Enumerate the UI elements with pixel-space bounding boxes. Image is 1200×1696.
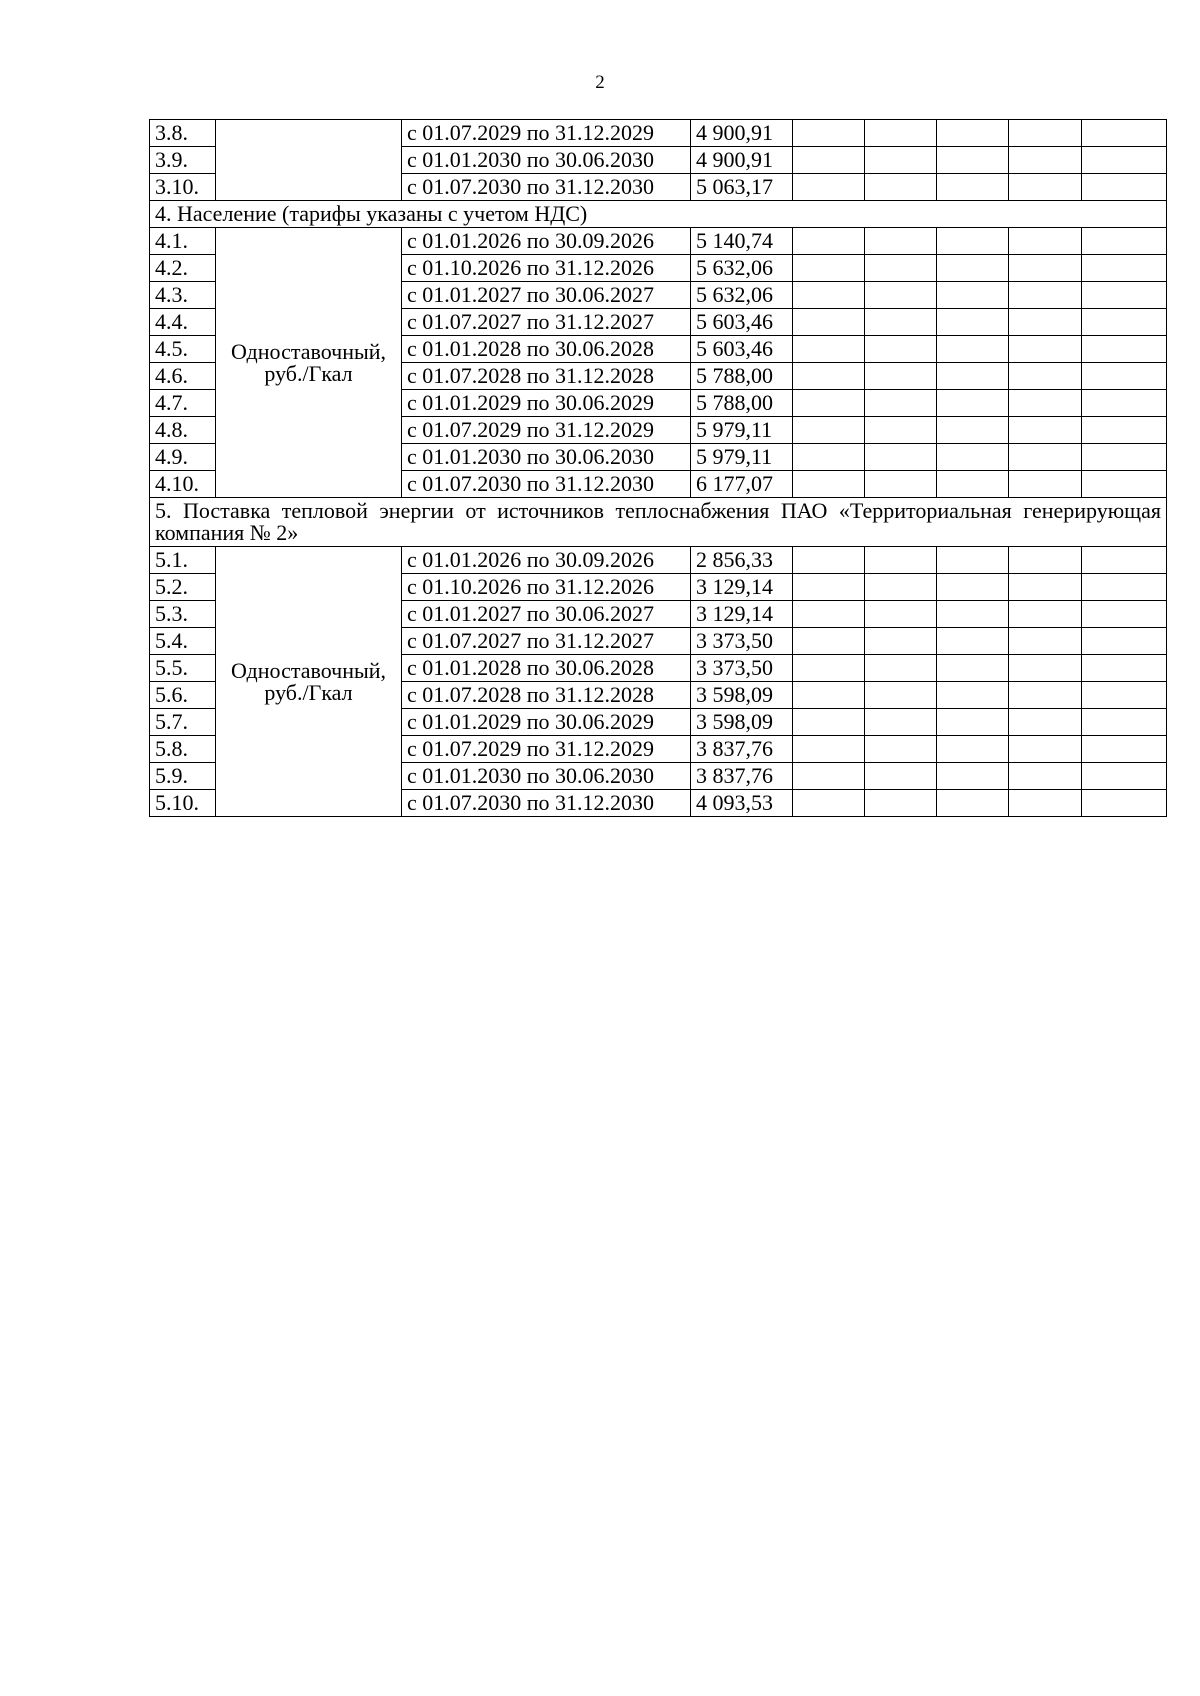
row-number: 3.10. — [150, 174, 216, 201]
empty-cell — [937, 309, 1009, 336]
empty-cell — [1082, 309, 1167, 336]
empty-cell — [1082, 147, 1167, 174]
row-number: 5.7. — [150, 709, 216, 736]
tariff-value: 5 140,74 — [691, 228, 793, 255]
empty-cell — [937, 601, 1009, 628]
empty-cell — [865, 390, 937, 417]
empty-cell — [865, 363, 937, 390]
empty-cell — [937, 255, 1009, 282]
empty-cell — [865, 709, 937, 736]
section-title: 5. Поставка тепловой энергии от источников теплоснабжения ПАО «Территориальная генерирующая компания № 2» — [150, 498, 1167, 547]
tariff-value: 6 177,07 — [691, 471, 793, 498]
empty-cell — [793, 174, 865, 201]
tariff-value: 5 788,00 — [691, 363, 793, 390]
period-cell: с 01.01.2030 по 30.06.2030 — [402, 147, 691, 174]
empty-cell — [1009, 363, 1082, 390]
empty-cell — [937, 444, 1009, 471]
empty-cell — [865, 682, 937, 709]
row-number: 5.10. — [150, 790, 216, 817]
empty-cell — [865, 120, 937, 147]
period-cell: с 01.01.2028 по 30.06.2028 — [402, 336, 691, 363]
tariff-value: 4 900,91 — [691, 147, 793, 174]
empty-cell — [1009, 336, 1082, 363]
period-cell: с 01.01.2026 по 30.09.2026 — [402, 547, 691, 574]
empty-cell — [1082, 547, 1167, 574]
empty-cell — [1082, 763, 1167, 790]
tariff-value: 5 788,00 — [691, 390, 793, 417]
empty-cell — [937, 736, 1009, 763]
row-number: 4.9. — [150, 444, 216, 471]
empty-cell — [793, 363, 865, 390]
empty-cell — [1009, 547, 1082, 574]
empty-cell — [937, 763, 1009, 790]
empty-cell — [865, 174, 937, 201]
empty-cell — [1082, 390, 1167, 417]
period-cell: с 01.10.2026 по 31.12.2026 — [402, 574, 691, 601]
empty-cell — [793, 628, 865, 655]
empty-cell — [793, 709, 865, 736]
period-cell: с 01.01.2029 по 30.06.2029 — [402, 390, 691, 417]
empty-cell — [1082, 282, 1167, 309]
empty-cell — [865, 282, 937, 309]
period-cell: с 01.01.2028 по 30.06.2028 — [402, 655, 691, 682]
empty-cell — [937, 471, 1009, 498]
row-number: 5.4. — [150, 628, 216, 655]
empty-cell — [1082, 655, 1167, 682]
tariff-value: 3 129,14 — [691, 574, 793, 601]
tariff-value: 5 979,11 — [691, 417, 793, 444]
tariff-table — [149, 119, 1167, 817]
tariff-value: 2 856,33 — [691, 547, 793, 574]
empty-cell — [865, 628, 937, 655]
empty-cell — [865, 417, 937, 444]
empty-cell — [937, 174, 1009, 201]
empty-cell — [865, 763, 937, 790]
tariff-value: 4 093,53 — [691, 790, 793, 817]
empty-cell — [1009, 790, 1082, 817]
empty-cell — [1009, 655, 1082, 682]
period-cell: с 01.01.2027 по 30.06.2027 — [402, 282, 691, 309]
empty-cell — [1009, 601, 1082, 628]
period-cell: с 01.10.2026 по 31.12.2026 — [402, 255, 691, 282]
empty-cell — [1009, 763, 1082, 790]
row-number: 5.6. — [150, 682, 216, 709]
tariff-value: 3 598,09 — [691, 682, 793, 709]
period-cell: с 01.07.2030 по 31.12.2030 — [402, 471, 691, 498]
tariff-type-cell: Одноставочный, руб./Гкал — [216, 547, 402, 817]
row-number: 5.3. — [150, 601, 216, 628]
empty-cell — [1082, 417, 1167, 444]
empty-cell — [937, 120, 1009, 147]
row-number: 5.9. — [150, 763, 216, 790]
tariff-value: 5 603,46 — [691, 309, 793, 336]
empty-cell — [937, 417, 1009, 444]
row-number: 4.4. — [150, 309, 216, 336]
empty-cell — [865, 444, 937, 471]
tariff-value: 3 129,14 — [691, 601, 793, 628]
empty-cell — [1082, 255, 1167, 282]
empty-cell — [793, 655, 865, 682]
empty-cell — [1082, 736, 1167, 763]
empty-cell — [1009, 228, 1082, 255]
tariff-value: 5 632,06 — [691, 255, 793, 282]
empty-cell — [1009, 682, 1082, 709]
empty-cell — [793, 547, 865, 574]
empty-cell — [937, 682, 1009, 709]
period-cell: с 01.01.2027 по 30.06.2027 — [402, 601, 691, 628]
empty-cell — [1082, 228, 1167, 255]
empty-cell — [1009, 574, 1082, 601]
row-number: 4.5. — [150, 336, 216, 363]
period-cell: с 01.01.2030 по 30.06.2030 — [402, 763, 691, 790]
empty-cell — [1082, 628, 1167, 655]
empty-cell — [865, 547, 937, 574]
empty-cell — [1082, 682, 1167, 709]
empty-cell — [865, 601, 937, 628]
empty-cell — [793, 574, 865, 601]
empty-cell — [937, 228, 1009, 255]
row-number: 4.1. — [150, 228, 216, 255]
empty-cell — [793, 120, 865, 147]
empty-cell — [1009, 309, 1082, 336]
empty-cell — [793, 763, 865, 790]
empty-cell — [1009, 147, 1082, 174]
empty-cell — [793, 790, 865, 817]
empty-cell — [865, 736, 937, 763]
empty-cell — [1082, 120, 1167, 147]
row-number: 5.1. — [150, 547, 216, 574]
empty-cell — [1082, 444, 1167, 471]
period-cell: с 01.07.2030 по 31.12.2030 — [402, 174, 691, 201]
empty-cell — [793, 682, 865, 709]
empty-cell — [1009, 120, 1082, 147]
empty-cell — [1009, 471, 1082, 498]
tariff-table-body — [150, 120, 1167, 817]
period-cell: с 01.01.2026 по 30.09.2026 — [402, 228, 691, 255]
row-number: 5.8. — [150, 736, 216, 763]
period-cell: с 01.07.2027 по 31.12.2027 — [402, 309, 691, 336]
empty-cell — [1009, 628, 1082, 655]
empty-cell — [865, 228, 937, 255]
empty-cell — [865, 790, 937, 817]
empty-cell — [1009, 709, 1082, 736]
empty-cell — [937, 574, 1009, 601]
tariff-value: 3 373,50 — [691, 628, 793, 655]
empty-cell — [793, 471, 865, 498]
tariff-type-cell — [216, 120, 402, 201]
tariff-value: 4 900,91 — [691, 120, 793, 147]
empty-cell — [1082, 363, 1167, 390]
row-number: 4.10. — [150, 471, 216, 498]
row-number: 3.8. — [150, 120, 216, 147]
empty-cell — [1009, 444, 1082, 471]
empty-cell — [793, 444, 865, 471]
empty-cell — [793, 255, 865, 282]
empty-cell — [1009, 174, 1082, 201]
tariff-value: 5 632,06 — [691, 282, 793, 309]
empty-cell — [793, 390, 865, 417]
empty-cell — [865, 655, 937, 682]
tariff-type-cell: Одноставочный, руб./Гкал — [216, 228, 402, 498]
tariff-value: 3 598,09 — [691, 709, 793, 736]
empty-cell — [793, 228, 865, 255]
table-row — [150, 120, 1167, 147]
empty-cell — [1082, 574, 1167, 601]
empty-cell — [1009, 255, 1082, 282]
empty-cell — [793, 736, 865, 763]
empty-cell — [937, 655, 1009, 682]
row-number: 4.3. — [150, 282, 216, 309]
tariff-value: 3 837,76 — [691, 763, 793, 790]
empty-cell — [937, 390, 1009, 417]
empty-cell — [865, 471, 937, 498]
empty-cell — [1009, 736, 1082, 763]
empty-cell — [1082, 601, 1167, 628]
tariff-value: 5 603,46 — [691, 336, 793, 363]
period-cell: с 01.07.2027 по 31.12.2027 — [402, 628, 691, 655]
page-number: 2 — [595, 72, 605, 93]
empty-cell — [937, 363, 1009, 390]
section-header-row — [150, 498, 1167, 547]
empty-cell — [793, 417, 865, 444]
tariff-value: 5 063,17 — [691, 174, 793, 201]
empty-cell — [865, 309, 937, 336]
row-number: 4.8. — [150, 417, 216, 444]
row-number: 4.6. — [150, 363, 216, 390]
empty-cell — [937, 147, 1009, 174]
tariff-value: 5 979,11 — [691, 444, 793, 471]
empty-cell — [865, 255, 937, 282]
empty-cell — [1009, 417, 1082, 444]
row-number: 4.2. — [150, 255, 216, 282]
empty-cell — [793, 282, 865, 309]
row-number: 4.7. — [150, 390, 216, 417]
empty-cell — [1082, 336, 1167, 363]
empty-cell — [1082, 174, 1167, 201]
table-row — [150, 547, 1167, 574]
period-cell: с 01.07.2029 по 31.12.2029 — [402, 120, 691, 147]
empty-cell — [1082, 709, 1167, 736]
empty-cell — [865, 336, 937, 363]
empty-cell — [937, 790, 1009, 817]
row-number: 5.2. — [150, 574, 216, 601]
period-cell: с 01.07.2028 по 31.12.2028 — [402, 682, 691, 709]
empty-cell — [937, 709, 1009, 736]
period-cell: с 01.01.2029 по 30.06.2029 — [402, 709, 691, 736]
section-header-row — [150, 201, 1167, 228]
section-title: 4. Население (тарифы указаны с учетом НДС) — [150, 201, 1167, 228]
empty-cell — [937, 282, 1009, 309]
row-number: 5.5. — [150, 655, 216, 682]
table-row — [150, 228, 1167, 255]
empty-cell — [793, 601, 865, 628]
row-number: 3.9. — [150, 147, 216, 174]
empty-cell — [865, 147, 937, 174]
period-cell: с 01.07.2029 по 31.12.2029 — [402, 417, 691, 444]
tariff-value: 3 837,76 — [691, 736, 793, 763]
empty-cell — [865, 574, 937, 601]
empty-cell — [793, 147, 865, 174]
period-cell: с 01.01.2030 по 30.06.2030 — [402, 444, 691, 471]
empty-cell — [793, 309, 865, 336]
empty-cell — [937, 336, 1009, 363]
empty-cell — [793, 336, 865, 363]
empty-cell — [1009, 390, 1082, 417]
period-cell: с 01.07.2028 по 31.12.2028 — [402, 363, 691, 390]
period-cell: с 01.07.2030 по 31.12.2030 — [402, 790, 691, 817]
empty-cell — [937, 547, 1009, 574]
empty-cell — [1082, 790, 1167, 817]
empty-cell — [1009, 282, 1082, 309]
tariff-value: 3 373,50 — [691, 655, 793, 682]
empty-cell — [1082, 471, 1167, 498]
empty-cell — [937, 628, 1009, 655]
period-cell: с 01.07.2029 по 31.12.2029 — [402, 736, 691, 763]
